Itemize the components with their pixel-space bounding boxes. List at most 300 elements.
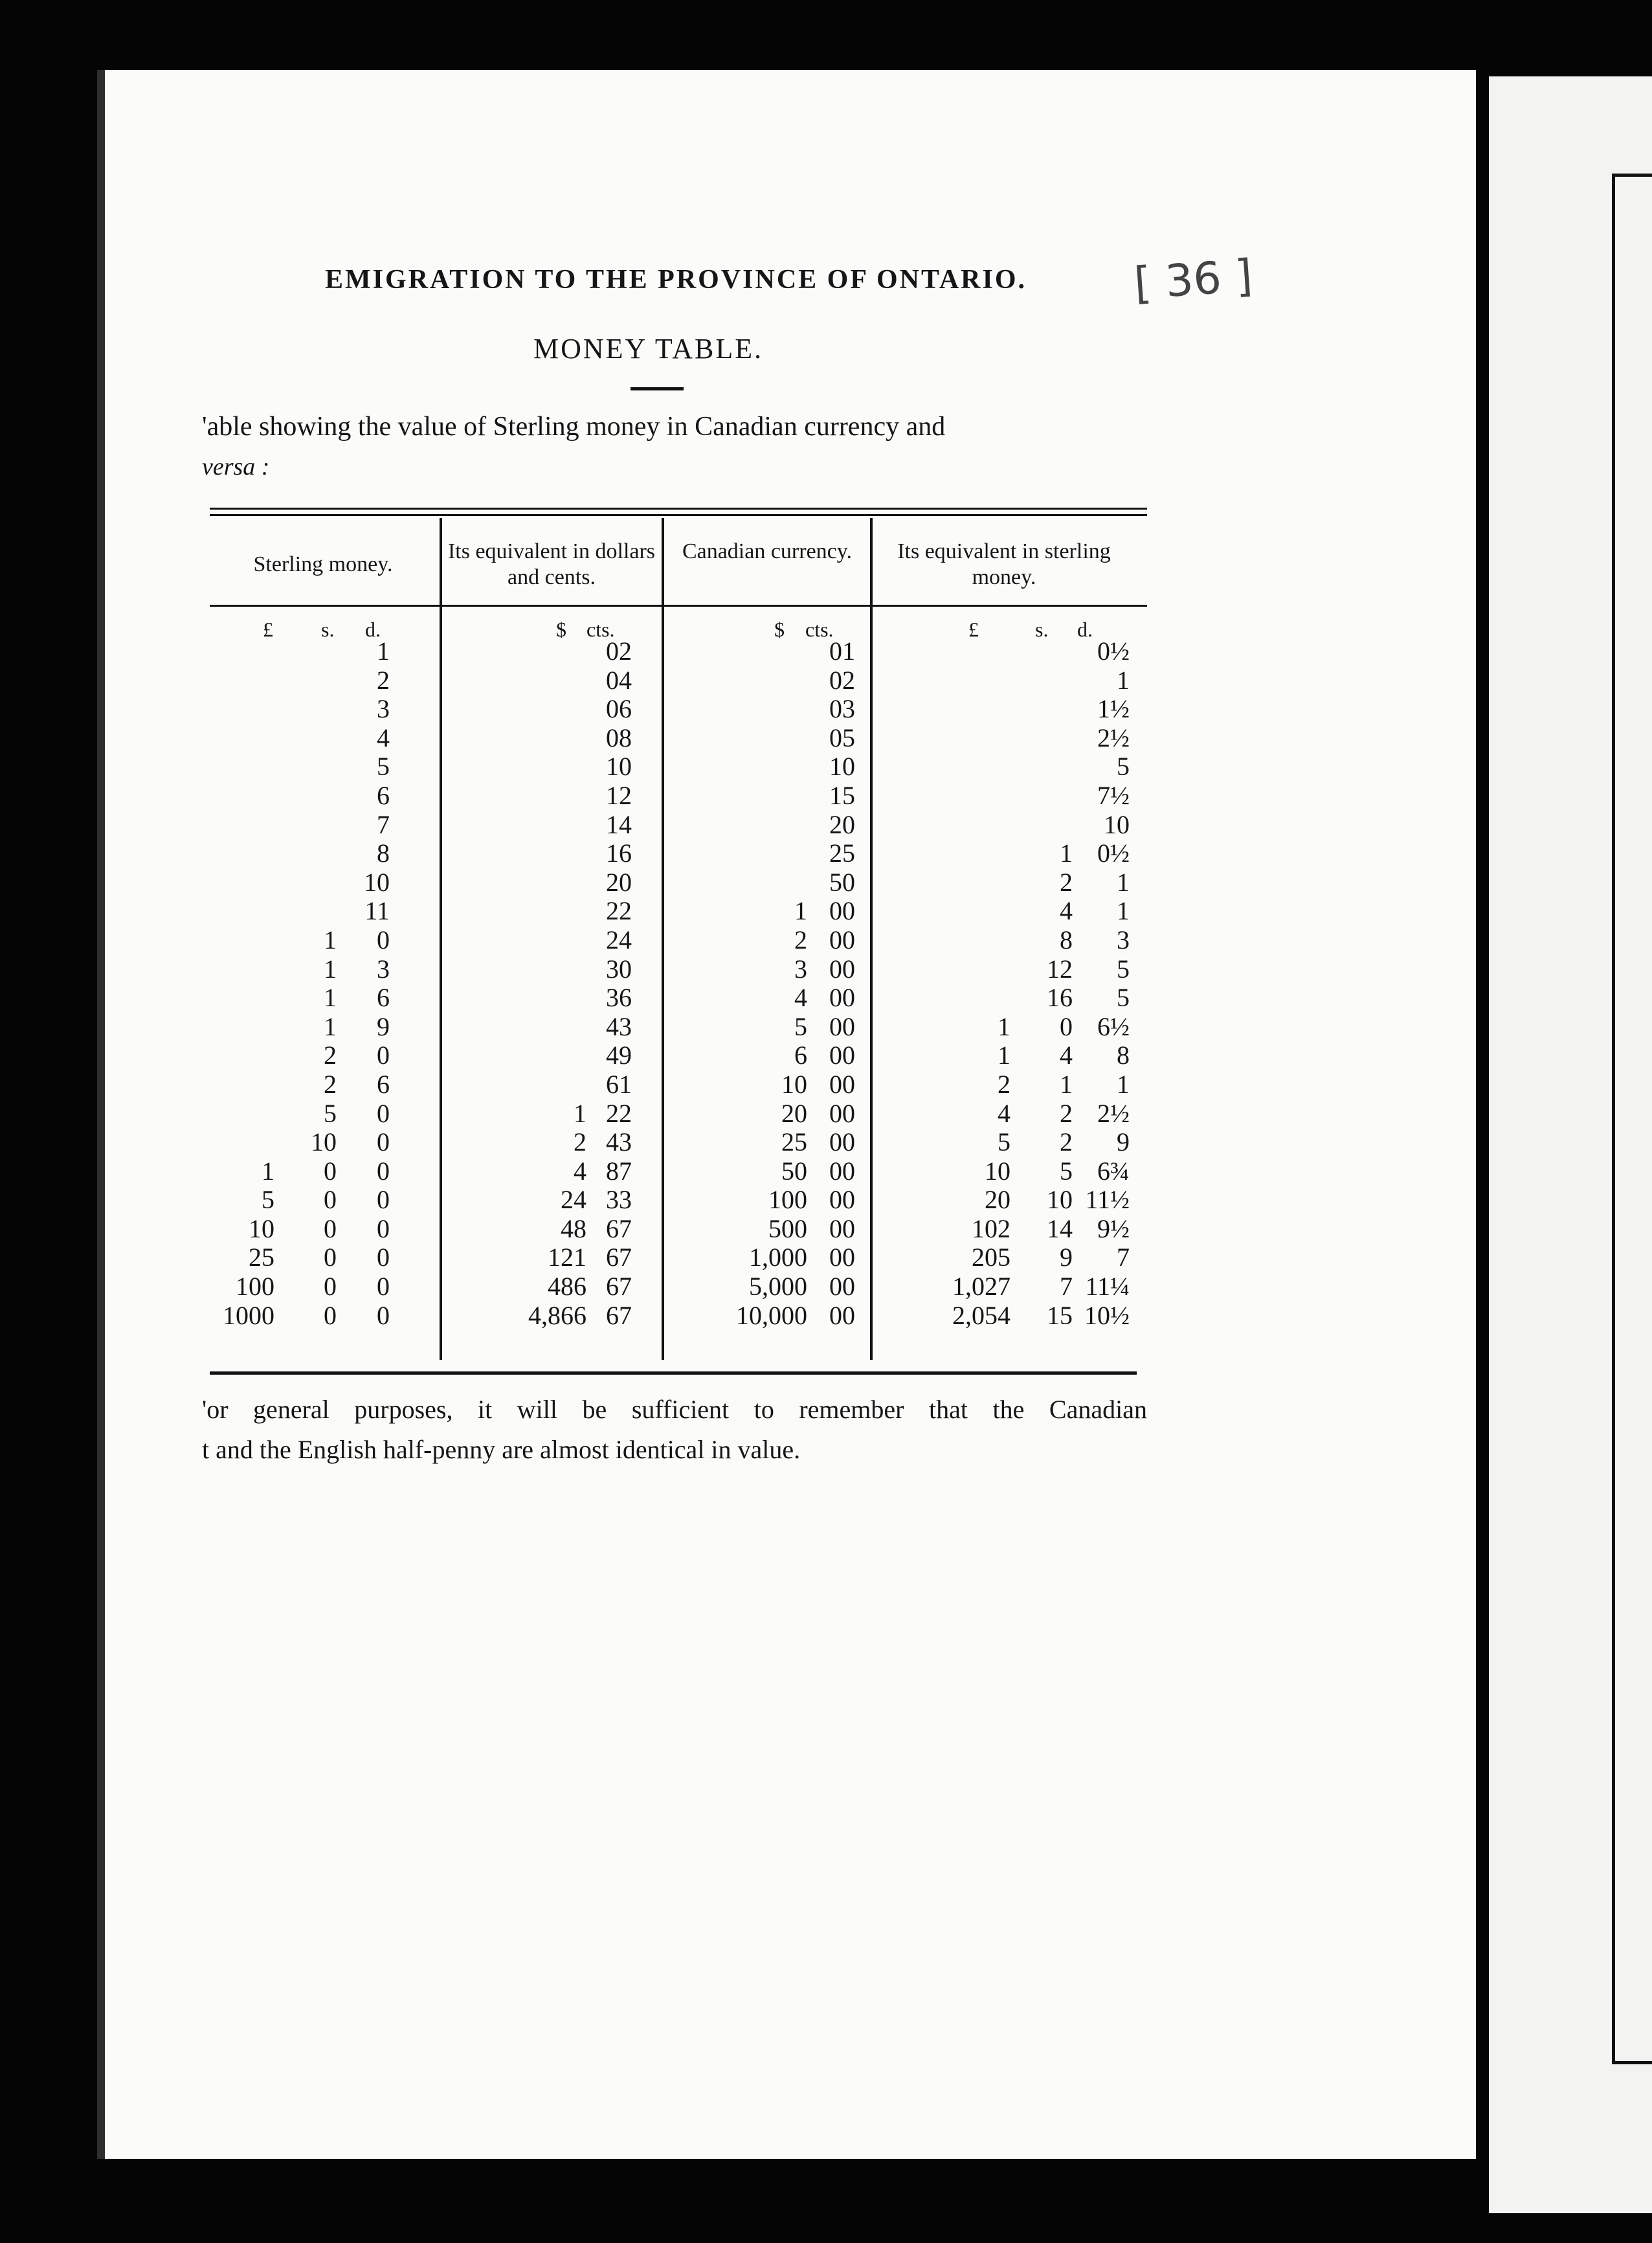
table-row (444, 752, 632, 782)
table-cell: 11¼ (1085, 1272, 1130, 1302)
table-cell: 22 (606, 896, 632, 926)
table-row (444, 868, 632, 897)
table-cell: 0 (377, 1127, 390, 1157)
table-cell: 4 (1060, 1041, 1073, 1070)
table-row (875, 637, 1130, 666)
table-cell: 24 (561, 1185, 586, 1215)
table-cell: 5 (324, 1098, 337, 1128)
table-cell: 02 (829, 665, 855, 695)
table-row (666, 666, 855, 695)
footer-note (202, 1390, 1147, 1470)
table-row (875, 1302, 1130, 1331)
table-cell: 2,054 (952, 1300, 1010, 1330)
header-canadian: Canadian currency. (682, 539, 853, 563)
table-row (666, 724, 855, 753)
table-cell: 7 (1060, 1272, 1073, 1302)
table-cell: 1 (1060, 839, 1073, 868)
table-cell: 7½ (1097, 780, 1130, 810)
table-row (875, 926, 1130, 955)
table-row (210, 1157, 390, 1186)
table-cell: 00 (829, 983, 855, 1013)
table-cell: 2 (1060, 1098, 1073, 1128)
table-row (444, 1302, 632, 1331)
table-row (666, 1302, 855, 1331)
table-row (444, 1157, 632, 1186)
table-cell: 2 (1060, 867, 1073, 897)
unit-pound: £ (968, 618, 979, 641)
table-row (666, 1243, 855, 1272)
table-row (210, 897, 390, 926)
table-cell: 00 (829, 1213, 855, 1243)
table-cell: 01 (829, 637, 855, 666)
table-cell: 121 (548, 1243, 586, 1272)
table-cell: 1 (998, 1011, 1010, 1041)
table-row (666, 1099, 855, 1129)
table-cell: 36 (606, 983, 632, 1013)
table-cell: 25 (829, 839, 855, 868)
table-cell: 25 (781, 1127, 807, 1157)
table-cell: 67 (606, 1213, 632, 1243)
table-cell: 15 (1047, 1300, 1073, 1330)
table-row (875, 724, 1130, 753)
table-cell: 8 (1117, 1041, 1130, 1070)
header-equiv-sterling: Its equivalent in sterling money. (897, 539, 1111, 589)
table-cell: 5 (377, 752, 390, 782)
table-row (875, 1041, 1130, 1070)
table-cell: 0½ (1097, 637, 1130, 666)
table-cell: 1 (794, 896, 807, 926)
table-row (210, 1186, 390, 1215)
table-cell: 1 (1060, 1069, 1073, 1099)
table-cell: 0 (377, 1098, 390, 1128)
table-row (875, 839, 1130, 868)
table-row (875, 868, 1130, 897)
table-cell: 10 (364, 867, 390, 897)
table-cell: 0 (377, 1185, 390, 1215)
table-cell: 20 (829, 809, 855, 839)
table-cell: 0½ (1097, 839, 1130, 868)
table-cell: 43 (606, 1011, 632, 1041)
table-row (875, 897, 1130, 926)
table-cell: 2 (324, 1041, 337, 1070)
table-cell: 24 (606, 925, 632, 954)
table-cell: 4 (1060, 896, 1073, 926)
table-cell: 14 (606, 809, 632, 839)
table-row (875, 811, 1130, 840)
table-row (210, 1013, 390, 1042)
column-divider (440, 518, 442, 1360)
table-cell: 67 (606, 1243, 632, 1272)
table-cell: 48 (561, 1213, 586, 1243)
intro-text (202, 407, 1147, 487)
table-row (666, 897, 855, 926)
table-cell: 205 (972, 1243, 1010, 1272)
table-row (444, 1243, 632, 1272)
unit-shilling: s. (321, 618, 335, 641)
unit-cents: cts. (805, 618, 834, 641)
table-row (210, 811, 390, 840)
table-row (210, 724, 390, 753)
table-row (444, 1215, 632, 1244)
table-cell: 7 (377, 809, 390, 839)
table-cell: 10 (985, 1156, 1010, 1186)
table-row (875, 1099, 1130, 1129)
table-cell: 9½ (1097, 1213, 1130, 1243)
header-rule (210, 605, 1147, 607)
table-row (444, 1272, 632, 1302)
table-cell: 3 (377, 954, 390, 984)
table-cell: 0 (324, 1300, 337, 1330)
table-cell: 00 (829, 1098, 855, 1128)
table-row (444, 955, 632, 984)
table-row (210, 1272, 390, 1302)
unit-dollar: $ (556, 618, 566, 641)
table-row (210, 752, 390, 782)
table-cell: 22 (606, 1098, 632, 1128)
table-cell: 1 (324, 1011, 337, 1041)
table-row (444, 1186, 632, 1215)
table-cell: 00 (829, 954, 855, 984)
table-cell: 1 (574, 1098, 586, 1128)
table-row (666, 811, 855, 840)
table-row (875, 1157, 1130, 1186)
table-cell: 3 (377, 694, 390, 724)
footer-line: t and the English half-penny are almost identical in value. (202, 1435, 801, 1464)
column-divider (662, 518, 664, 1360)
table-row (875, 1128, 1130, 1157)
table-cell: 1 (324, 954, 337, 984)
table-row (875, 752, 1130, 782)
table-row (666, 1215, 855, 1244)
table-cell: 0 (377, 1041, 390, 1070)
table-row (210, 1041, 390, 1070)
table-cell: 10 (781, 1069, 807, 1099)
table-row (444, 1041, 632, 1070)
table-row (210, 1215, 390, 1244)
table-cell: 0 (377, 1300, 390, 1330)
table-cell: 10 (249, 1213, 274, 1243)
table-top-rule (210, 508, 1147, 510)
table-cell: 10,000 (736, 1300, 807, 1330)
table-cell: 3 (1117, 925, 1130, 954)
table-cell: 20 (985, 1185, 1010, 1215)
table-cell: 05 (829, 723, 855, 752)
table-row (875, 1070, 1130, 1099)
table-cell: 1 (324, 983, 337, 1013)
column-canadian (666, 637, 855, 1330)
table-cell: 20 (781, 1098, 807, 1128)
table-row (210, 666, 390, 695)
table-row (444, 926, 632, 955)
adjacent-page (1489, 76, 1652, 2213)
table-cell: 0 (324, 1272, 337, 1302)
table-row (444, 637, 632, 666)
table-row (666, 782, 855, 811)
unit-pence: d. (1077, 618, 1093, 641)
table-cell: 00 (829, 1300, 855, 1330)
table-row (444, 811, 632, 840)
table-row (666, 752, 855, 782)
table-cell: 6¾ (1097, 1156, 1130, 1186)
table-cell: 2 (574, 1127, 586, 1157)
table-cell: 00 (829, 896, 855, 926)
table-cell: 00 (829, 1011, 855, 1041)
table-row (666, 984, 855, 1013)
table-row (444, 1128, 632, 1157)
table-row (210, 955, 390, 984)
table-cell: 0 (1060, 1011, 1073, 1041)
table-cell: 4 (377, 723, 390, 752)
table-row (210, 1243, 390, 1272)
table-cell: 0 (324, 1185, 337, 1215)
table-row (875, 695, 1130, 724)
page-header: EMIGRATION TO THE PROVINCE OF ONTARIO. (325, 265, 1027, 295)
table-row (875, 1013, 1130, 1042)
table-cell: 1000 (223, 1300, 274, 1330)
table-cell: 10 (1047, 1185, 1073, 1215)
table-cell: 2 (324, 1069, 337, 1099)
table-cell: 1 (1117, 867, 1130, 897)
table-cell: 5 (1117, 954, 1130, 984)
table-cell: 10 (829, 752, 855, 782)
table-cell: 0 (377, 1213, 390, 1243)
table-cell: 00 (829, 925, 855, 954)
title-rule (631, 387, 684, 390)
table-cell: 25 (249, 1243, 274, 1272)
header-equiv-dollars: Its equivalent in dollars and cents. (447, 539, 656, 589)
table-cell: 00 (829, 1041, 855, 1070)
table-cell: 0 (377, 1243, 390, 1272)
table-row (666, 926, 855, 955)
table-cell: 0 (324, 1243, 337, 1272)
table-row (666, 637, 855, 666)
table-row (444, 839, 632, 868)
table-row (666, 1070, 855, 1099)
table-row (444, 724, 632, 753)
unit-cents: cts. (586, 618, 615, 641)
table-row (666, 1186, 855, 1215)
table-row (210, 984, 390, 1013)
table-cell: 61 (606, 1069, 632, 1099)
table-cell: 87 (606, 1156, 632, 1186)
table-row (666, 1157, 855, 1186)
table-cell: 5,000 (749, 1272, 807, 1302)
table-cell: 1 (998, 1041, 1010, 1070)
table-cell: 04 (606, 665, 632, 695)
table-row (875, 1215, 1130, 1244)
footer-line: 'or general purposes, it will be sufficient to remember that the Canadian (202, 1395, 1147, 1424)
table-bottom-rule (210, 1371, 1137, 1375)
table-cell: 6 (377, 780, 390, 810)
document-page (97, 70, 1476, 2159)
table-cell: 0 (377, 1156, 390, 1186)
table-cell: 2 (998, 1069, 1010, 1099)
table-cell: 6½ (1097, 1011, 1130, 1041)
table-cell: 9 (1060, 1243, 1073, 1272)
table-cell: 00 (829, 1069, 855, 1099)
table-cell: 9 (377, 1011, 390, 1041)
unit-pence: d. (365, 618, 381, 641)
table-cell: 5 (1060, 1156, 1073, 1186)
table-top-rule (210, 514, 1147, 516)
table-cell: 4,866 (528, 1300, 586, 1330)
table-cell: 102 (972, 1213, 1010, 1243)
table-cell: 00 (829, 1243, 855, 1272)
table-cell: 50 (781, 1156, 807, 1186)
table-cell: 4 (574, 1156, 586, 1186)
table-cell: 2½ (1097, 1098, 1130, 1128)
table-cell: 3 (794, 954, 807, 984)
unit-dollar: $ (774, 618, 785, 641)
table-cell: 11½ (1085, 1185, 1130, 1215)
table-cell: 486 (548, 1272, 586, 1302)
table-cell: 6 (794, 1041, 807, 1070)
table-cell: 14 (1047, 1213, 1073, 1243)
table-row (666, 868, 855, 897)
table-row (210, 868, 390, 897)
table-cell: 12 (1047, 954, 1073, 984)
table-cell: 2 (794, 925, 807, 954)
table-cell: 5 (794, 1011, 807, 1041)
table-row (875, 1272, 1130, 1302)
table-row (210, 839, 390, 868)
table-cell: 0 (324, 1213, 337, 1243)
table-row (666, 1272, 855, 1302)
table-cell: 1 (1117, 665, 1130, 695)
table-title: MONEY TABLE. (533, 333, 764, 365)
table-cell: 2 (1060, 1127, 1073, 1157)
table-cell: 7 (1117, 1243, 1130, 1272)
table-row (666, 695, 855, 724)
table-row (875, 984, 1130, 1013)
intro-line: 'able showing the value of Sterling money in Canadian currency and (202, 412, 946, 442)
table-cell: 00 (829, 1272, 855, 1302)
table-cell: 4 (998, 1098, 1010, 1128)
table-cell: 10½ (1084, 1300, 1130, 1330)
table-cell: 16 (1047, 983, 1073, 1013)
column-equiv-dollars (444, 637, 632, 1330)
table-cell: 500 (768, 1213, 807, 1243)
table-cell: 00 (829, 1127, 855, 1157)
table-cell: 15 (829, 780, 855, 810)
table-cell: 06 (606, 694, 632, 724)
table-row (875, 666, 1130, 695)
table-row (210, 695, 390, 724)
table-row (210, 1070, 390, 1099)
table-row (444, 782, 632, 811)
table-cell: 1 (1117, 1069, 1130, 1099)
table-cell: 2 (377, 665, 390, 695)
table-row (875, 955, 1130, 984)
handwritten-page-number: [ 36 ] (1132, 250, 1255, 310)
table-cell: 08 (606, 723, 632, 752)
unit-pound: £ (263, 618, 273, 641)
table-row (666, 1128, 855, 1157)
intro-line: versa : (202, 453, 270, 480)
table-row (444, 984, 632, 1013)
column-sterling (210, 637, 390, 1330)
table-cell: 10 (606, 752, 632, 782)
table-row (444, 1070, 632, 1099)
table-cell: 30 (606, 954, 632, 984)
table-row (444, 897, 632, 926)
table-cell: 03 (829, 694, 855, 724)
table-row (875, 1186, 1130, 1215)
table-row (210, 1302, 390, 1331)
table-cell: 1 (324, 925, 337, 954)
table-cell: 1,027 (952, 1272, 1010, 1302)
column-equiv-sterling (875, 637, 1130, 1330)
table-cell: 1 (1117, 896, 1130, 926)
table-row (444, 1013, 632, 1042)
table-cell: 0 (377, 1272, 390, 1302)
table-cell: 8 (1060, 925, 1073, 954)
table-cell: 12 (606, 780, 632, 810)
table-cell: 20 (606, 867, 632, 897)
table-cell: 5 (1117, 752, 1130, 782)
table-cell: 00 (829, 1156, 855, 1186)
table-row (666, 1041, 855, 1070)
table-cell: 16 (606, 839, 632, 868)
adjacent-page-frame (1612, 174, 1652, 2064)
table-cell: 33 (606, 1185, 632, 1215)
table-cell: 67 (606, 1272, 632, 1302)
table-cell: 8 (377, 839, 390, 868)
column-divider (870, 518, 873, 1360)
table-cell: 11 (364, 896, 390, 926)
table-cell: 1½ (1097, 694, 1130, 724)
table-cell: 9 (1117, 1127, 1130, 1157)
table-cell: 5 (1117, 983, 1130, 1013)
table-cell: 6 (377, 1069, 390, 1099)
table-cell: 02 (606, 637, 632, 666)
table-cell: 43 (606, 1127, 632, 1157)
table-row (444, 666, 632, 695)
table-row (210, 1128, 390, 1157)
table-cell: 6 (377, 983, 390, 1013)
table-row (444, 695, 632, 724)
table-row (666, 839, 855, 868)
table-row (666, 1013, 855, 1042)
table-cell: 0 (377, 925, 390, 954)
table-cell: 67 (606, 1300, 632, 1330)
table-cell: 50 (829, 867, 855, 897)
table-cell: 1 (262, 1156, 274, 1186)
table-cell: 10 (311, 1127, 337, 1157)
table-cell: 100 (236, 1272, 274, 1302)
table-row (875, 782, 1130, 811)
table-cell: 5 (262, 1185, 274, 1215)
table-cell: 1,000 (749, 1243, 807, 1272)
table-row (666, 955, 855, 984)
money-table (210, 508, 1147, 1375)
table-row (210, 1099, 390, 1129)
table-cell: 4 (794, 983, 807, 1013)
unit-shilling: s. (1035, 618, 1049, 641)
table-cell: 100 (768, 1185, 807, 1215)
table-cell: 1 (377, 637, 390, 666)
table-cell: 10 (1104, 809, 1130, 839)
table-row (444, 1099, 632, 1129)
table-cell: 5 (998, 1127, 1010, 1157)
table-row (210, 782, 390, 811)
table-cell: 49 (606, 1041, 632, 1070)
table-row (210, 637, 390, 666)
table-row (875, 1243, 1130, 1272)
table-cell: 0 (324, 1156, 337, 1186)
table-cell: 00 (829, 1185, 855, 1215)
header-sterling: Sterling money. (253, 552, 393, 576)
